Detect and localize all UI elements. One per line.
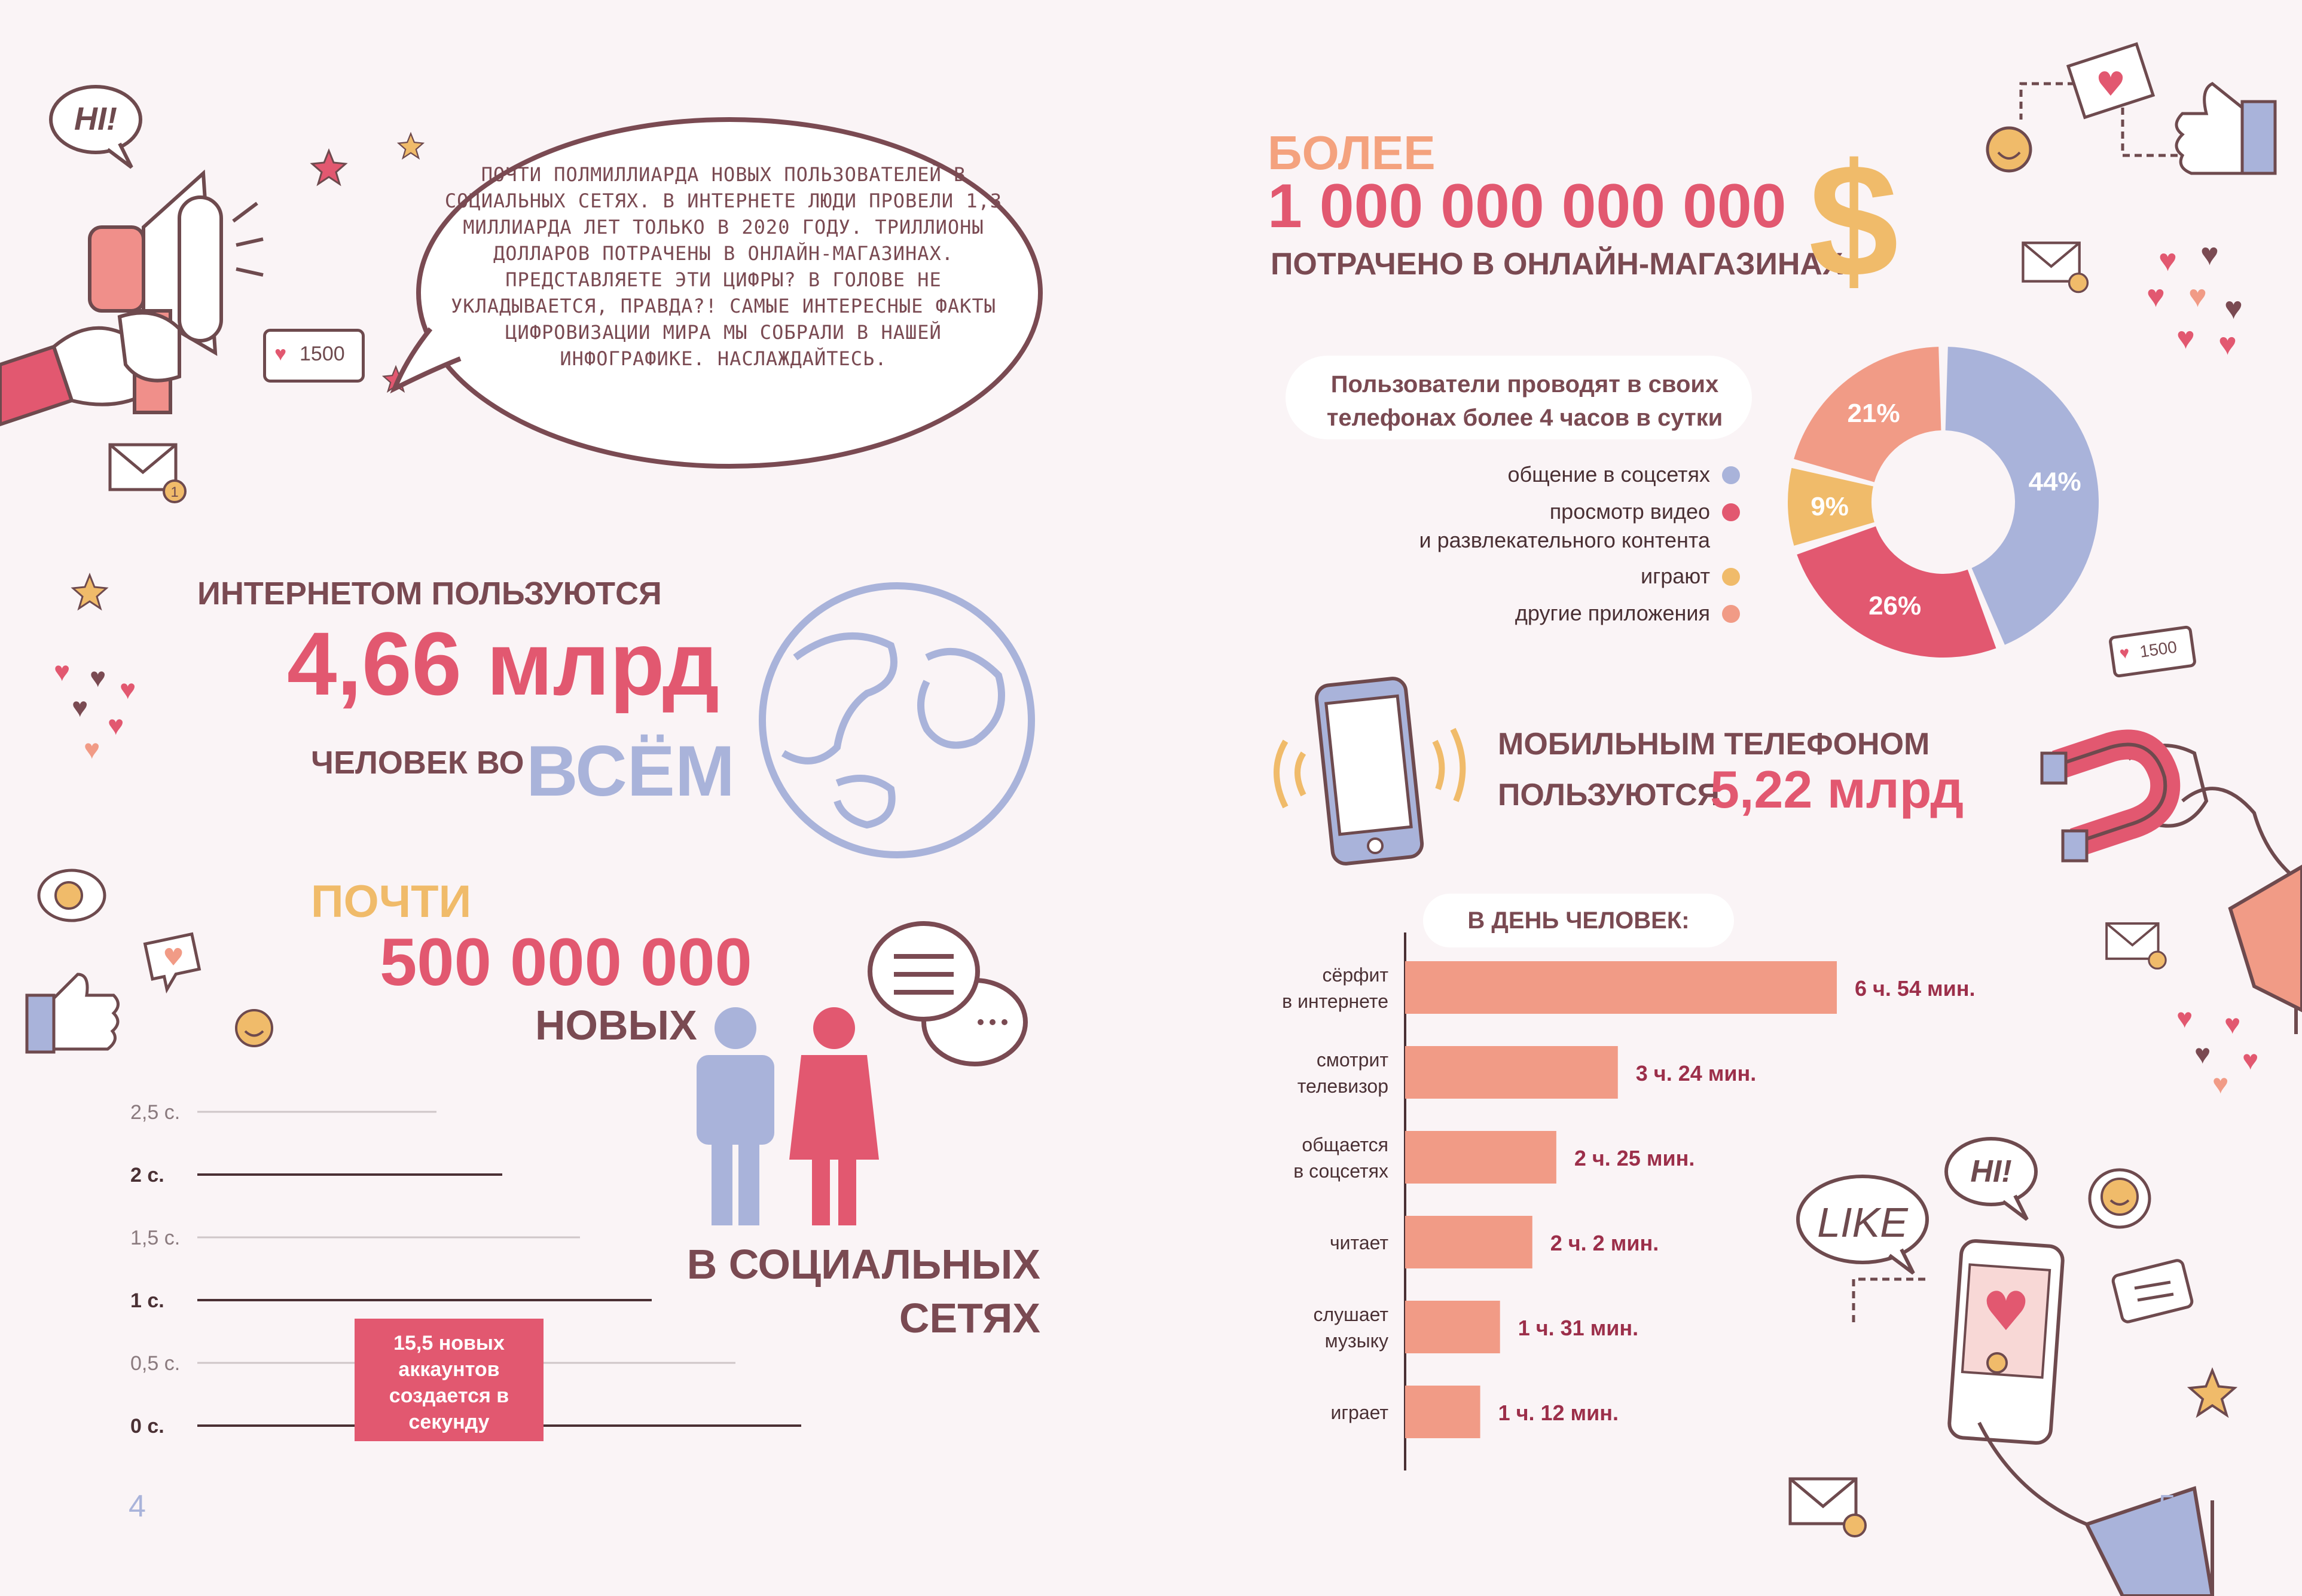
bar (1405, 1131, 1556, 1184)
heart-icon: ♥ (2212, 1068, 2229, 1099)
heart-icon: ♥ (2242, 1044, 2259, 1075)
envelope-icon (2021, 239, 2093, 299)
spent-label: ПОТРАЧЕНО В ОНЛАЙН-МАГАЗИНАХ (1271, 247, 1843, 282)
like-text: LIKE (1817, 1199, 1908, 1246)
envelope-icon (2105, 921, 2170, 974)
legend-label: другие приложения (1515, 601, 1710, 625)
world-label: ВСЁМ (526, 731, 735, 811)
star-icon (72, 574, 108, 610)
smiley-bubble-icon (2087, 1166, 2153, 1237)
almost-label: ПОЧТИ (311, 876, 472, 927)
heart-icon: ♥ (2218, 327, 2237, 362)
legend-dot (1722, 568, 1740, 586)
heart-icon: ♥ (72, 692, 88, 723)
svg-text:1: 1 (170, 484, 179, 500)
legend-label: общение в соцсетях (1507, 462, 1710, 487)
daily-chart-title: В ДЕНЬ ЧЕЛОВЕК: (1467, 907, 1690, 934)
y-tick-label: 0 с. (130, 1415, 164, 1438)
bar (1405, 1386, 1480, 1438)
heart-icon: ♥ (54, 656, 71, 687)
category-label: общается (1302, 1134, 1388, 1155)
svg-text:♥: ♥ (1982, 1280, 2031, 1343)
mobile-phone-icon (1268, 675, 1471, 867)
magnet-hand-illustration (2039, 711, 2302, 1034)
legend-label: просмотр видео и развлекательного контента (1419, 499, 1710, 552)
social-label-1: В СОЦИАЛЬНЫХ (686, 1241, 1040, 1288)
heart-icon: ♥ (120, 674, 136, 705)
legend-dot (1722, 605, 1740, 623)
svg-text:♥: ♥ (163, 944, 184, 971)
bar-value-label: 1 ч. 12 мин. (1498, 1401, 1619, 1425)
smiley-icon (233, 1007, 275, 1049)
mobile-label-1: МОБИЛЬНЫМ ТЕЛЕФОНОМ (1498, 727, 1930, 762)
bar-value-label: 3 ч. 24 мин. (1635, 1061, 1757, 1086)
category-label: читает (1329, 1232, 1388, 1253)
accounts-bar-label: 15,5 новых аккаунтов создается в секунду (389, 1332, 509, 1433)
likes-badge (2108, 625, 2197, 678)
y-tick-label: 1 с. (130, 1289, 164, 1312)
category-label: слушает (1313, 1304, 1388, 1325)
page-number-right: 5 (2158, 1489, 2176, 1524)
heart-icon: ♥ (2224, 291, 2243, 326)
envelope-icon (1788, 1476, 1871, 1542)
bar-value-label: 1 ч. 31 мин. (1518, 1316, 1639, 1340)
legend-dot (1722, 503, 1740, 521)
donut-value-label: 9% (1811, 491, 1849, 521)
heart-icon: ♥ (108, 710, 124, 741)
heart-icon: ♥ (2194, 1038, 2211, 1069)
heart-bubble-icon (144, 932, 203, 992)
more-label: БОЛЕЕ (1268, 126, 1436, 179)
legend-item (1315, 460, 1746, 489)
hearts-decoration (2176, 1004, 2278, 1100)
bar-value-label: 6 ч. 54 мин. (1855, 976, 1976, 1001)
heart-icon: ♥ (2176, 321, 2195, 356)
y-tick-label: 2 с. (130, 1164, 164, 1187)
category-label: в интернете (1282, 990, 1388, 1012)
star-icon (2188, 1369, 2236, 1417)
heart-icon: ♥ (2158, 243, 2177, 278)
globe-icon (747, 574, 1046, 867)
legend-item (1315, 599, 1746, 628)
legend-item (1315, 562, 1746, 591)
donut-chart (1776, 335, 2111, 669)
chat-bubble-icon (2111, 1261, 2200, 1333)
hearts-decoration (2147, 239, 2254, 365)
thumbs-up-cluster (1985, 30, 2284, 191)
hi-text: HI! (74, 101, 117, 137)
speech-text: ПОЧТИ ПОЛМИЛЛИАРДА НОВЫХ ПОЛЬЗОВАТЕЛЕЙ В СОЦИАЛЬНЫХ СЕТЯХ. В ИНТЕРНЕТЕ ЛЮДИ ПРОВЕЛИ 1,3 МИЛЛИАРДА ЛЕТ ТОЛЬКО В 2020 ГОДУ. ТРИЛЛИОНЫ ДОЛЛАРОВ ПОТРАЧЕНЫ В ОНЛАЙН-МАГАЗИНАХ. ПРЕДСТАВЛЯЕТЕ ЭТИ ЦИФРЫ? В ГОЛОВЕ НЕ УКЛАДЫВАЕТСЯ, ПРАВДА?! САМЫЕ ИНТЕРЕСНЫЕ ФАКТЫ ЦИФРОВИЗАЦИИ МИРА МЫ СОБРАЛИ В НАШЕЙ ИНФОГРАФИКЕ. НАСЛАЖДАЙТЕСЬ. (444, 163, 1003, 370)
chat-bubbles-icon (867, 915, 1028, 1070)
heart-icon: ♥ (2200, 237, 2219, 272)
heart-icon: ♥ (84, 733, 100, 765)
donut-value-label: 21% (1847, 398, 1900, 428)
heart-icon: ♥ (274, 343, 287, 365)
mobile-value: 5,22 млрд (1710, 760, 1964, 819)
category-label: играет (1330, 1402, 1388, 1423)
dollar-icon: $ (1808, 131, 1899, 311)
y-tick-label: 0,5 с. (130, 1352, 181, 1375)
y-tick-label: 2,5 с. (130, 1101, 181, 1124)
legend-dot (1722, 466, 1740, 484)
y-tick-label: 1,5 с. (130, 1227, 181, 1249)
bar (1405, 1301, 1500, 1353)
svg-text:♥: ♥ (2095, 65, 2126, 104)
bar-value-label: 2 ч. 25 мин. (1574, 1146, 1695, 1170)
heart-icon: ♥ (2176, 1002, 2193, 1034)
smiley-bubble-icon (36, 867, 108, 932)
star-icon (311, 149, 347, 185)
category-label: телевизор (1297, 1075, 1388, 1097)
heart-icon: ♥ (90, 662, 106, 693)
category-label: смотрит (1316, 1049, 1388, 1071)
hi-speech-bubble (48, 84, 144, 161)
category-label: в соцсетях (1293, 1160, 1388, 1182)
bar (1405, 961, 1837, 1014)
spent-value: 1 000 000 000 000 (1268, 172, 1787, 241)
likes-badge (263, 329, 365, 383)
likes-count: 1500 (300, 343, 345, 365)
bar (1405, 1216, 1532, 1268)
heart-icon: ♥ (2188, 279, 2207, 314)
social-label-2: СЕТЯХ (899, 1295, 1040, 1341)
category-label: сёрфит (1322, 964, 1388, 986)
legend-item (1315, 497, 1746, 555)
legend-label: играют (1641, 564, 1710, 588)
heart-icon: ♥ (2147, 279, 2165, 314)
donut-legend (1315, 460, 1746, 640)
bar (1405, 1046, 1618, 1099)
phone-hours-title: Пользователи проводят в своих телефонах более 4 часов в сутки (1326, 371, 1723, 431)
new-users-value: 500 000 000 (380, 925, 752, 999)
internet-value: 4,66 млрд (287, 613, 719, 714)
heart-icon: ♥ (2118, 643, 2131, 663)
donut-value-label: 26% (1869, 591, 1922, 620)
new-label: НОВЫХ (535, 1002, 697, 1048)
mobile-label-2: ПОЛЬЗУЮТСЯ (1498, 778, 1720, 812)
hi-text: HI! (1970, 1154, 2012, 1189)
heart-icon: ♥ (2224, 1008, 2241, 1039)
donut-value-label: 44% (2028, 467, 2081, 497)
bar-value-label: 2 ч. 2 мин. (1550, 1231, 1659, 1255)
category-label: музыку (1324, 1330, 1388, 1352)
likes-count: 1500 (2138, 637, 2178, 661)
envelope-icon (108, 442, 191, 508)
internet-label: ИНТЕРНЕТОМ ПОЛЬЗУЮТСЯ (197, 576, 662, 612)
people-label: ЧЕЛОВЕК ВО (311, 745, 524, 781)
thumbs-up-icon (24, 968, 126, 1058)
hearts-decoration (54, 658, 155, 765)
page-number-left: 4 (129, 1489, 146, 1524)
